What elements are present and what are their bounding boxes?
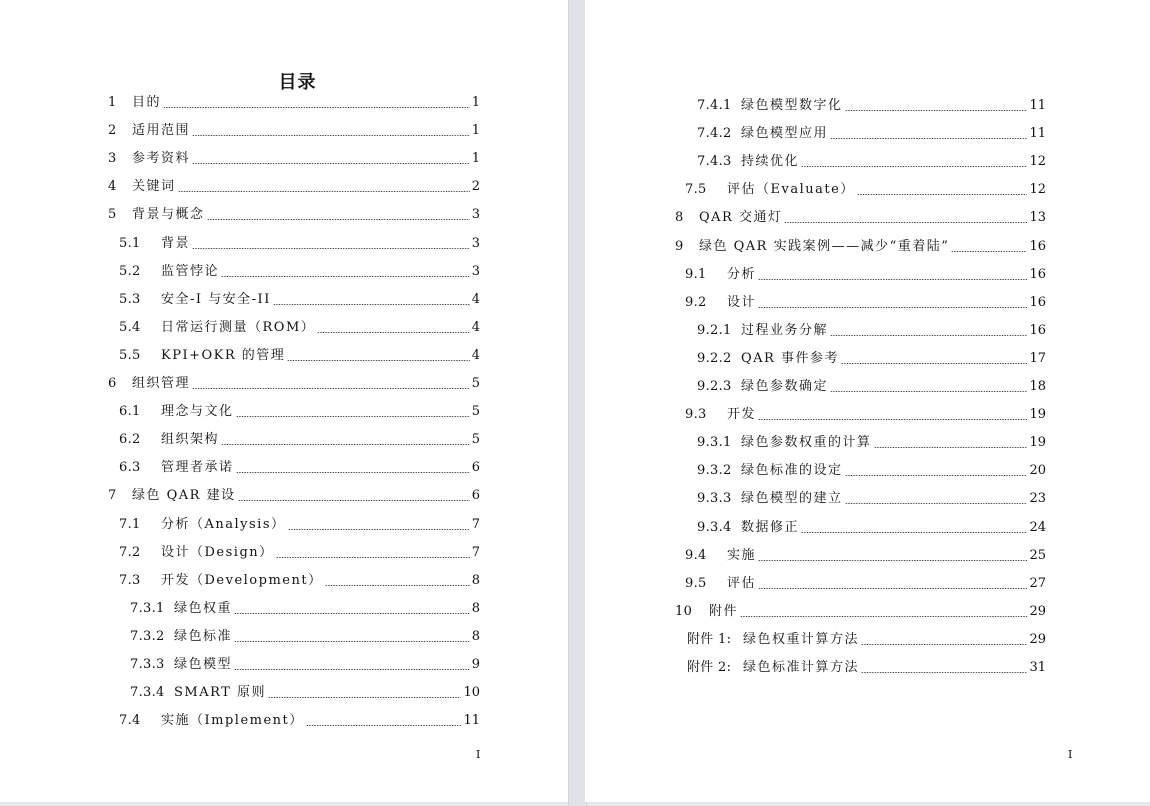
toc-entry-page-number: 27 <box>1029 575 1046 591</box>
toc-dot-leader <box>238 500 470 501</box>
toc-entry-title: 开发（Development） <box>161 572 323 588</box>
toc-entry-title: 实施（Implement） <box>161 713 304 729</box>
toc-entry-page-number: 3 <box>471 207 480 223</box>
toc-dot-leader <box>192 248 470 249</box>
toc-dot-leader <box>845 475 1028 476</box>
toc-dot-leader <box>234 669 470 670</box>
toc-entry-page-number: 29 <box>1029 603 1046 619</box>
toc-dot-leader <box>273 304 470 305</box>
toc-entry-number: 5.1 <box>119 235 141 251</box>
toc-entry-title: 绿色 QAR 建设 <box>132 488 236 504</box>
toc-entry[interactable] <box>685 293 1046 313</box>
toc-entry-page-number: 5 <box>471 404 480 420</box>
toc-entry-title: 监管悖论 <box>161 263 220 279</box>
toc-entry-number: 附件 2: <box>687 660 732 675</box>
toc-dot-leader <box>192 388 470 389</box>
toc-entry[interactable] <box>675 602 1046 622</box>
toc-entry-number: 7.3.3 <box>130 657 165 672</box>
toc-entry[interactable] <box>697 349 1046 369</box>
toc-entry[interactable] <box>108 121 480 141</box>
toc-entry[interactable] <box>119 430 480 450</box>
toc-entry-number: 5.5 <box>119 347 141 363</box>
toc-dot-leader <box>801 532 1027 533</box>
toc-entry-title: 组织管理 <box>132 376 191 391</box>
toc-entry-page-number: 1 <box>471 151 480 167</box>
toc-title: 目录 <box>278 72 317 93</box>
toc-dot-leader <box>207 219 470 220</box>
toc-entry-number: 9.2.1 <box>697 322 732 338</box>
toc-dot-leader <box>951 251 1027 252</box>
toc-entry[interactable] <box>108 374 480 394</box>
toc-entry[interactable] <box>108 177 480 197</box>
toc-entry-title: 分析（Analysis） <box>161 516 286 532</box>
toc-dot-leader <box>192 163 470 164</box>
toc-entry[interactable] <box>119 402 480 422</box>
toc-entry-page-number: 16 <box>1029 238 1046 254</box>
toc-entry-page-number: 9 <box>471 657 480 672</box>
toc-entry-number: 4 <box>108 179 117 195</box>
toc-entry-title: 管理者承诺 <box>161 460 234 476</box>
toc-entry[interactable] <box>687 630 1046 650</box>
toc-entry-number: 9.5 <box>685 575 707 591</box>
toc-entry-page-number: 31 <box>1029 660 1046 675</box>
toc-page-left <box>0 0 568 802</box>
toc-entry-number: 2 <box>108 123 117 139</box>
toc-entry-page-number: 13 <box>1029 210 1046 226</box>
toc-entry[interactable] <box>685 180 1046 200</box>
toc-dot-leader <box>234 641 470 642</box>
toc-entry-page-number: 19 <box>1029 407 1046 423</box>
toc-entry-title: QAR 交通灯 <box>699 210 783 226</box>
toc-entry-page-number: 7 <box>471 544 480 560</box>
toc-entry-number: 8 <box>675 210 684 226</box>
toc-list-left <box>0 0 568 802</box>
toc-dot-leader <box>234 613 470 614</box>
toc-entry-title: 绿色标准的设定 <box>741 463 843 479</box>
toc-entry-page-number: 18 <box>1029 379 1046 394</box>
toc-dot-leader <box>874 447 1028 448</box>
toc-entry-number: 3 <box>108 151 117 167</box>
toc-entry-number: 7.4.3 <box>697 154 732 170</box>
toc-entry-number: 附件 1: <box>687 631 732 647</box>
toc-entry-page-number: 12 <box>1029 154 1046 170</box>
toc-dot-leader <box>221 276 470 277</box>
toc-entry-title: 设计（Design） <box>161 544 274 560</box>
toc-entry-number: 7 <box>108 488 117 504</box>
toc-dot-leader <box>317 332 469 333</box>
toc-entry[interactable] <box>697 152 1046 172</box>
toc-entry[interactable] <box>130 683 480 703</box>
toc-entry-title: 关键词 <box>132 179 176 195</box>
toc-dot-leader <box>306 725 462 726</box>
toc-entry[interactable] <box>108 149 480 169</box>
toc-entry-title: 绿色 QAR 实践案例——减少“重着陆” <box>699 238 950 254</box>
toc-dot-leader <box>178 191 470 192</box>
toc-entry-number: 7.3.4 <box>130 685 165 701</box>
toc-entry-title: 绿色参数权重的计算 <box>741 435 872 451</box>
toc-dot-leader <box>236 416 470 417</box>
toc-entry-title: 绿色参数确定 <box>741 379 829 394</box>
toc-entry-title: 开发 <box>727 407 757 423</box>
toc-entry-title: 过程业务分解 <box>741 322 829 338</box>
toc-entry-title: 背景与概念 <box>132 207 205 223</box>
toc-entry-page-number: 4 <box>471 347 480 363</box>
toc-entry[interactable] <box>130 599 480 619</box>
toc-entry-page-number: 10 <box>463 685 480 701</box>
toc-entry-title: 日常运行测量（ROM） <box>161 319 316 335</box>
toc-entry[interactable] <box>697 321 1046 341</box>
toc-dot-leader <box>857 194 1028 195</box>
toc-entry-page-number: 2 <box>471 179 480 195</box>
toc-entry-number: 7.1 <box>119 516 141 532</box>
toc-entry[interactable] <box>119 346 480 366</box>
toc-entry-number: 9.4 <box>685 547 707 563</box>
toc-entry[interactable] <box>119 290 480 310</box>
toc-dot-leader <box>861 672 1027 673</box>
toc-entry[interactable] <box>697 377 1046 397</box>
toc-entry-title: KPI+OKR 的管理 <box>161 347 286 363</box>
toc-entry-number: 6.3 <box>119 460 141 476</box>
toc-entry-number: 7.4 <box>119 713 141 729</box>
toc-entry-title: 绿色权重计算方法 <box>743 631 860 647</box>
toc-entry-title: 目的 <box>132 95 162 110</box>
toc-dot-leader <box>236 472 470 473</box>
toc-entry-page-number: 16 <box>1029 294 1046 310</box>
toc-entry-number: 7.5 <box>685 182 707 198</box>
toc-entry-title: 绿色权重 <box>174 600 233 616</box>
toc-entry-page-number: 4 <box>471 291 480 307</box>
toc-entry-page-number: 8 <box>471 572 480 588</box>
toc-entry-number: 9.3.3 <box>697 491 732 507</box>
toc-entry-number: 9.1 <box>685 266 707 282</box>
toc-entry[interactable] <box>119 711 480 731</box>
toc-entry-page-number: 29 <box>1029 631 1046 647</box>
toc-entry-number: 9.2 <box>685 294 707 310</box>
toc-dot-leader <box>784 222 1027 223</box>
toc-page-right <box>585 0 1150 802</box>
toc-entry-title: 绿色模型数字化 <box>741 98 843 113</box>
toc-entry[interactable] <box>119 234 480 254</box>
toc-entry-number: 9 <box>675 238 684 254</box>
toc-entry[interactable] <box>119 543 480 563</box>
page-footer-right: I <box>1068 748 1073 761</box>
toc-entry-page-number: 5 <box>471 432 480 448</box>
toc-entry-number: 5 <box>108 207 117 223</box>
toc-entry-title: 背景 <box>161 235 191 251</box>
toc-entry-number: 7.3.2 <box>130 628 165 644</box>
toc-entry-number: 9.2.3 <box>697 379 732 394</box>
toc-entry[interactable] <box>697 96 1046 116</box>
toc-entry[interactable] <box>685 546 1046 566</box>
toc-entry-page-number: 8 <box>471 628 480 644</box>
toc-entry-page-number: 23 <box>1029 491 1046 507</box>
toc-entry[interactable] <box>119 515 480 535</box>
toc-entry-page-number: 25 <box>1029 547 1046 563</box>
toc-entry-title: 绿色模型的建立 <box>741 491 843 507</box>
toc-entry-number: 5.3 <box>119 291 141 307</box>
toc-entry-number: 5.2 <box>119 263 141 279</box>
toc-entry-title: 附件 <box>709 603 739 619</box>
toc-dot-leader <box>288 529 470 530</box>
toc-entry-title: 参考资料 <box>132 151 191 167</box>
toc-dot-leader <box>841 363 1027 364</box>
toc-entry-number: 5.4 <box>119 319 141 335</box>
toc-entry[interactable] <box>685 265 1046 285</box>
toc-entry[interactable] <box>119 458 480 478</box>
toc-entry-title: 理念与文化 <box>161 404 234 420</box>
toc-entry[interactable] <box>119 318 480 338</box>
toc-dot-leader <box>830 391 1027 392</box>
toc-dot-leader <box>192 135 470 136</box>
toc-entry-page-number: 24 <box>1029 519 1046 535</box>
toc-entry-number: 9.3 <box>685 407 707 423</box>
toc-entry[interactable] <box>685 405 1046 425</box>
toc-entry-page-number: 5 <box>471 376 480 391</box>
toc-entry-number: 10 <box>675 603 693 619</box>
toc-entry[interactable] <box>697 124 1046 144</box>
toc-dot-leader <box>221 444 470 445</box>
toc-entry-page-number: 8 <box>471 600 480 616</box>
toc-list-right <box>585 0 1150 802</box>
toc-entry-title: SMART 原则 <box>174 685 266 701</box>
toc-entry-page-number: 17 <box>1029 350 1046 366</box>
toc-entry[interactable] <box>108 205 480 225</box>
toc-dot-leader <box>830 138 1027 139</box>
toc-dot-leader <box>268 697 461 698</box>
toc-entry-number: 9.2.2 <box>697 350 732 366</box>
toc-entry-number: 1 <box>108 95 117 110</box>
toc-dot-leader <box>758 588 1027 589</box>
toc-dot-leader <box>845 503 1028 504</box>
toc-entry-number: 7.4.1 <box>697 98 732 113</box>
toc-entry-title: 持续优化 <box>741 154 800 170</box>
toc-entry-title: 组织架构 <box>161 432 220 448</box>
toc-entry-number: 6 <box>108 376 117 391</box>
toc-entry-number: 7.3.1 <box>130 600 165 616</box>
toc-entry-page-number: 11 <box>1029 98 1046 113</box>
toc-dot-leader <box>830 335 1027 336</box>
toc-dot-leader <box>287 360 469 361</box>
toc-entry-title: 实施 <box>727 547 757 563</box>
toc-entry[interactable] <box>697 461 1046 481</box>
toc-entry-page-number: 16 <box>1029 322 1046 338</box>
toc-entry-page-number: 3 <box>471 263 480 279</box>
toc-entry[interactable] <box>130 655 480 675</box>
toc-entry[interactable] <box>685 574 1046 594</box>
toc-entry-number: 7.4.2 <box>697 126 732 142</box>
toc-entry-page-number: 6 <box>471 488 480 504</box>
toc-dot-leader <box>758 279 1027 280</box>
toc-entry-title: 绿色标准 <box>174 628 233 644</box>
toc-entry-page-number: 1 <box>471 95 480 110</box>
toc-entry-page-number: 6 <box>471 460 480 476</box>
toc-entry-page-number: 20 <box>1029 463 1046 479</box>
toc-entry-page-number: 11 <box>463 713 480 729</box>
toc-entry-page-number: 16 <box>1029 266 1046 282</box>
toc-dot-leader <box>861 644 1027 645</box>
toc-entry-title: 评估 <box>727 575 757 591</box>
toc-entry-title: 安全-I 与安全-II <box>161 291 271 307</box>
toc-entry[interactable] <box>108 93 480 113</box>
toc-entry-page-number: 19 <box>1029 435 1046 451</box>
toc-entry-title: QAR 事件参考 <box>741 350 839 366</box>
toc-entry[interactable] <box>675 237 1046 257</box>
toc-entry-page-number: 4 <box>471 319 480 335</box>
toc-dot-leader <box>758 307 1027 308</box>
toc-dot-leader <box>325 585 470 586</box>
toc-entry-title: 数据修正 <box>741 519 800 535</box>
toc-entry-page-number: 1 <box>471 123 480 139</box>
toc-entry-title: 适用范围 <box>132 123 191 139</box>
toc-dot-leader <box>163 107 470 108</box>
toc-dot-leader <box>758 560 1027 561</box>
toc-entry-page-number: 7 <box>471 516 480 532</box>
toc-entry[interactable] <box>119 262 480 282</box>
toc-dot-leader <box>801 166 1027 167</box>
toc-entry-title: 评估（Evaluate） <box>727 182 855 198</box>
toc-entry-number: 6.2 <box>119 432 141 448</box>
page-footer-left: I <box>476 748 481 761</box>
toc-entry-number: 7.2 <box>119 544 141 560</box>
toc-entry[interactable] <box>697 518 1046 538</box>
toc-entry-title: 设计 <box>727 294 757 310</box>
toc-entry-number: 6.1 <box>119 404 141 420</box>
toc-entry[interactable] <box>697 489 1046 509</box>
toc-entry[interactable] <box>687 658 1046 678</box>
toc-dot-leader <box>740 616 1027 617</box>
toc-entry-page-number: 11 <box>1029 126 1046 142</box>
toc-entry-title: 绿色标准计算方法 <box>743 660 860 675</box>
toc-entry[interactable] <box>130 627 480 647</box>
toc-dot-leader <box>276 557 470 558</box>
toc-entry-title: 分析 <box>727 266 757 282</box>
toc-entry-number: 9.3.1 <box>697 435 732 451</box>
toc-entry-title: 绿色模型应用 <box>741 126 829 142</box>
toc-dot-leader <box>845 110 1028 111</box>
toc-entry-page-number: 3 <box>471 235 480 251</box>
toc-entry-title: 绿色模型 <box>174 657 233 672</box>
toc-entry-number: 7.3 <box>119 572 141 588</box>
toc-entry-number: 9.3.2 <box>697 463 732 479</box>
toc-dot-leader <box>758 419 1027 420</box>
toc-entry[interactable] <box>675 208 1046 228</box>
toc-entry-page-number: 12 <box>1029 182 1046 198</box>
toc-entry[interactable] <box>697 433 1046 453</box>
toc-entry[interactable] <box>108 486 480 506</box>
toc-entry-number: 9.3.4 <box>697 519 732 535</box>
toc-entry[interactable] <box>119 571 480 591</box>
